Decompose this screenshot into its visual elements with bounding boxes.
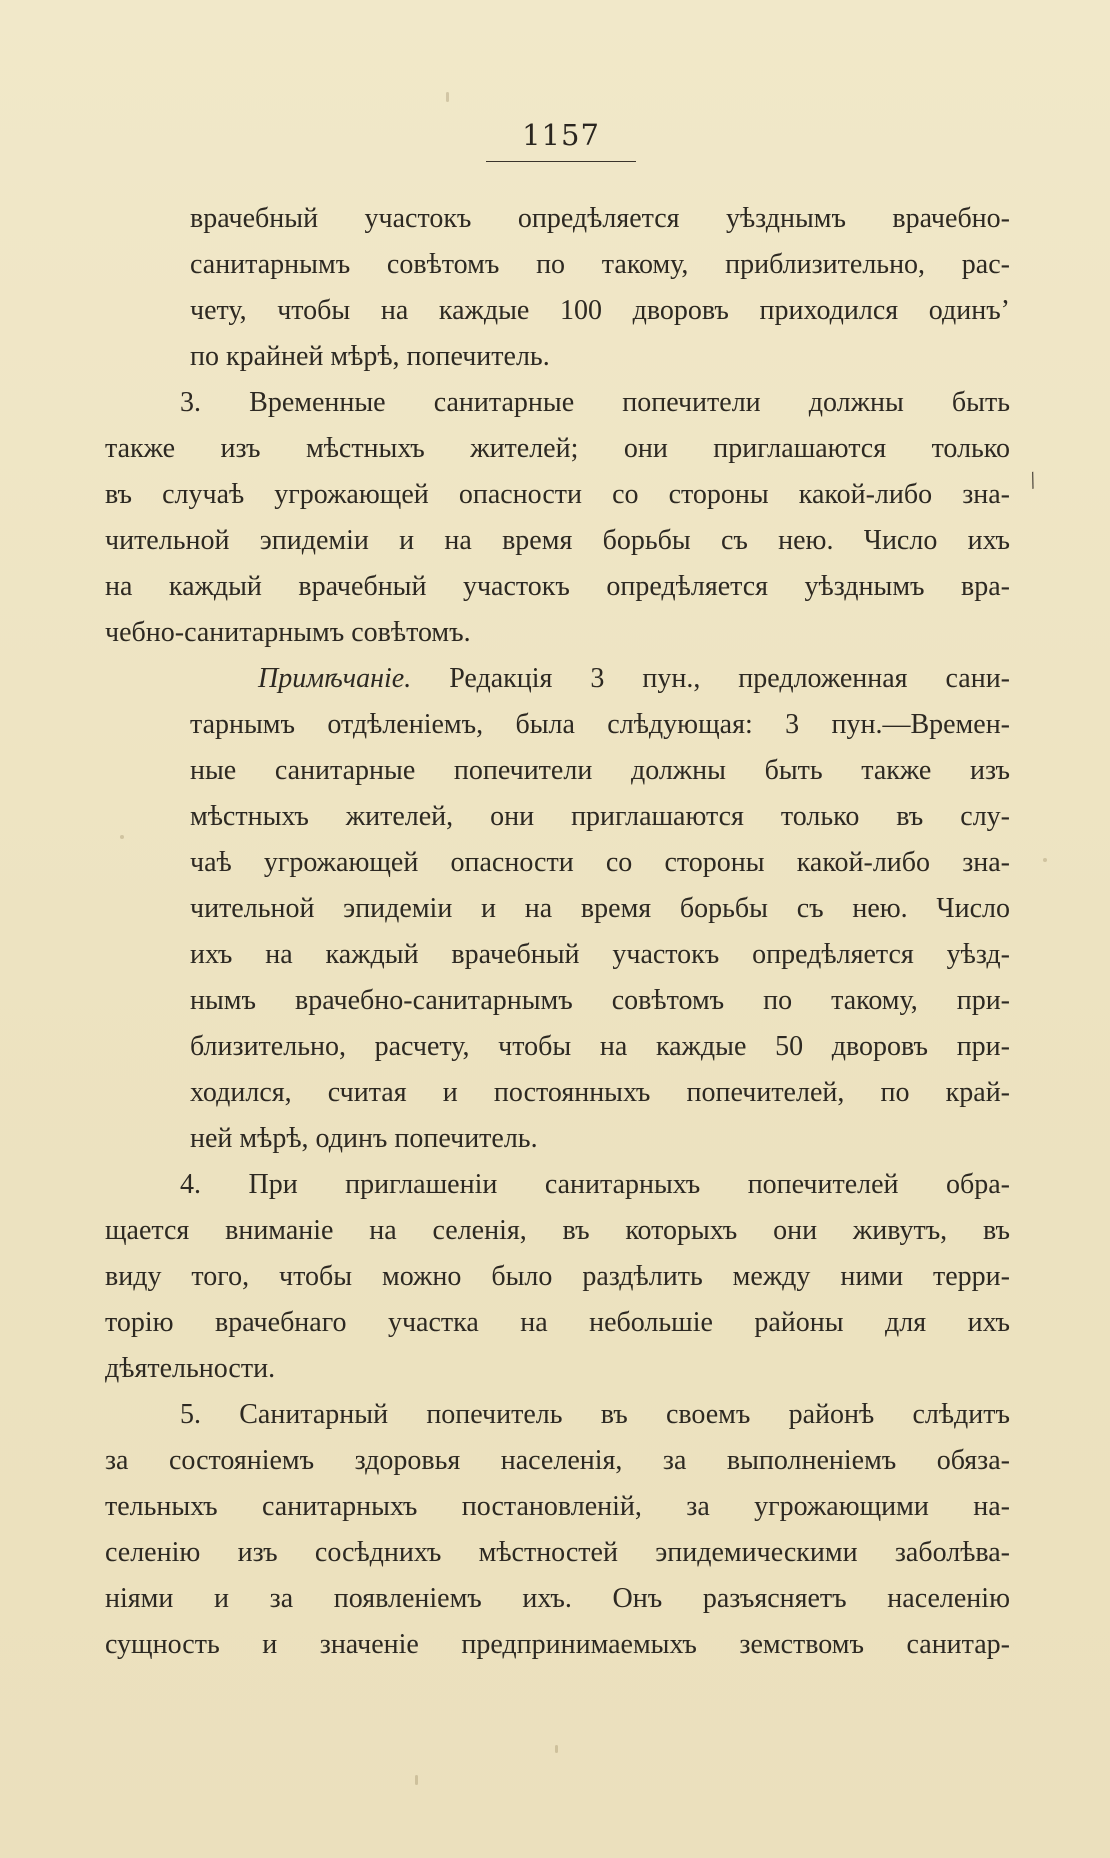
text-line: ходился, считая и постоянныхъ попечителей, по край-: [190, 1077, 1010, 1108]
text-line: ніями и за появленіемъ ихъ. Онъ разъясняетъ населенію: [105, 1583, 1010, 1614]
text-line: чительной эпидеміи и на время борьбы съ нею. Число ихъ: [105, 525, 1010, 556]
text-line: щается вниманіе на селенія, въ которыхъ они живутъ, въ: [105, 1215, 1010, 1246]
page-number: 1157: [522, 118, 600, 152]
text-line: мѣстныхъ жителей, они приглашаются только въ слу-: [190, 801, 1010, 832]
margin-mark: /: [1025, 467, 1041, 495]
note-text: Редакція 3 пун., предложенная сани-: [449, 663, 1011, 694]
text-line: ные санитарные попечители должны быть также изъ: [190, 755, 1010, 786]
text-line: селенію изъ сосѣднихъ мѣстностей эпидемическими заболѣва-: [105, 1537, 1010, 1568]
text-line: близительно, расчету, чтобы на каждые 50 дворовъ при-: [190, 1031, 1010, 1062]
text-line: 5. Санитарный попечитель въ своемъ районѣ слѣдитъ: [180, 1399, 1010, 1430]
text-line: ихъ на каждый врачебный участокъ опредѣляется уѣзд-: [190, 939, 1010, 970]
paper-speck: [1043, 858, 1047, 862]
note-first-line: [258, 656, 1010, 702]
text-line: за состояніемъ здоровья населенія, за выполненіемъ обяза-: [105, 1445, 1010, 1476]
text-line: ней мѣрѣ, одинъ попечитель.: [190, 1123, 538, 1154]
text-line: тельныхъ санитарныхъ постановленій, за угрожающими на-: [105, 1491, 1010, 1522]
text-line: санитарнымъ совѣтомъ по такому, приблизительно, рас-: [190, 249, 1010, 280]
paper-speck: [120, 835, 124, 839]
text-line: нымъ врачебно-санитарнымъ совѣтомъ по такому, при-: [190, 985, 1010, 1016]
text-line: дѣятельности.: [105, 1353, 276, 1384]
text-line: въ случаѣ угрожающей опасности со стороны какой-либо зна-: [105, 479, 1010, 510]
text-line: также изъ мѣстныхъ жителей; они приглашаются только: [105, 433, 1010, 464]
paper-speck: [555, 1745, 558, 1753]
text-line: виду того, чтобы можно было раздѣлить между ними терри-: [105, 1261, 1010, 1292]
text-line: 3. Временные санитарные попечители должны быть: [180, 387, 1010, 418]
text-line: тарнымъ отдѣленіемъ, была слѣдующая: 3 пун.—Времен-: [190, 709, 1010, 740]
text-line: чительной эпидеміи и на время борьбы съ нею. Число: [190, 893, 1010, 924]
note-label: Примѣчаніе.: [258, 663, 412, 694]
text-line: по крайней мѣрѣ, попечитель.: [190, 341, 550, 372]
paper-speck: [446, 92, 449, 102]
text-line: 4. При приглашеніи санитарныхъ попечителей обра-: [180, 1169, 1010, 1200]
paper-speck: [415, 1775, 418, 1785]
text-line: чебно-санитарнымъ совѣтомъ.: [105, 617, 471, 648]
text-line: торію врачебнаго участка на небольшіе районы для ихъ: [105, 1307, 1010, 1338]
text-line: врачебный участокъ опредѣляется уѣзднымъ врачебно-: [190, 203, 1010, 234]
text-line: чету, чтобы на каждые 100 дворовъ приходился одинъ’: [190, 295, 1010, 326]
text-line: сущность и значеніе предпринимаемыхъ земствомъ санитар-: [105, 1629, 1010, 1660]
text-line: чаѣ угрожающей опасности со стороны какой-либо зна-: [190, 847, 1010, 878]
text-line: на каждый врачебный участокъ опредѣляется уѣзднымъ вра-: [105, 571, 1010, 602]
